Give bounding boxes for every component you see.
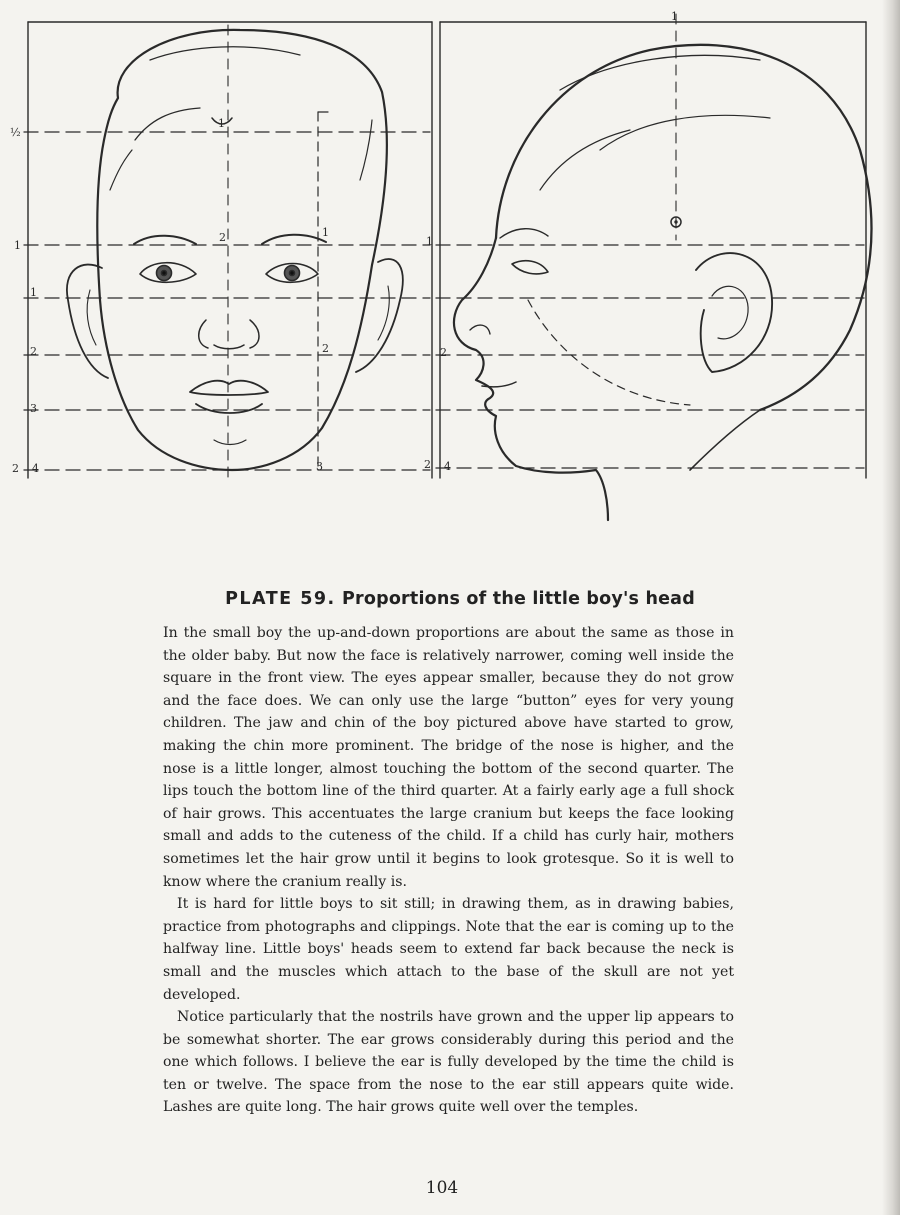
plate-title: Proportions of the little boy's head — [342, 589, 695, 609]
front-markers — [10, 117, 329, 475]
svg-text:1: 1 — [218, 117, 225, 130]
svg-text:2: 2 — [30, 345, 37, 358]
svg-text:4: 4 — [32, 462, 39, 475]
plate-number: PLATE 59. — [225, 589, 336, 609]
plate-caption — [160, 589, 760, 609]
svg-text:2: 2 — [322, 342, 329, 355]
svg-text:2: 2 — [219, 231, 226, 244]
front-nose — [199, 320, 259, 349]
svg-text:3: 3 — [30, 402, 37, 415]
profile-guide-lines — [436, 245, 864, 468]
front-guide-lines — [24, 132, 430, 470]
profile-view-panel — [424, 10, 871, 520]
paragraph: It is hard for little boys to sit still; in drawing them, as in drawing babies, practice from photographs and clippings. Note that the ear is coming up to the halfway line. Little boys' heads seem to extend far back because the neck is small and the muscles which attach to the base of the skull are not yet developed. — [163, 896, 734, 1003]
page-number: 104 — [425, 1178, 459, 1198]
svg-text:2: 2 — [424, 458, 431, 471]
svg-text:1: 1 — [426, 235, 433, 248]
paragraph: In the small boy the up-and-down proportions are about the same as those in the older baby. But now the face is relatively narrower, coming well inside the square in the front view. The eyes appear smaller, because they do not grow and the face does. We can only use the large “button” eyes for very young children. The jaw and chin of the boy pictured above have started to grow, making the chin more prominent. The bridge of the nose is higher, and the nose is a little longer, almost touching the bottom of the second quarter. The lips touch the bottom line of the third quarter. At a fairly early age a full shock of hair grows. This accentuates the large cranium but keeps the face looking small and adds to the cuteness of the child. If a child has curly hair, mothers sometimes let the hair grow until it begins to look grotesque. So it is well to know where the cranium really is. — [163, 625, 734, 890]
front-mouth — [190, 381, 268, 413]
profile-markers — [424, 10, 678, 473]
svg-text:3: 3 — [316, 460, 323, 473]
svg-text:1: 1 — [322, 226, 329, 239]
front-view-panel — [10, 22, 432, 478]
paragraph: Notice particularly that the nostrils have grown and the upper lip appears to be somewhat shorter. The ear grows considerably during this period and the one which follows. I believe the ear is fully developed by the time the child is ten or twelve. The space from the nose to the ear still appears quite wide. Lashes are quite long. The hair grows quite well over the temples. — [163, 1009, 734, 1116]
svg-text:1: 1 — [671, 10, 678, 23]
profile-eye — [512, 261, 548, 274]
svg-text:2: 2 — [12, 462, 19, 475]
svg-text:4: 4 — [444, 460, 451, 473]
profile-ear — [696, 253, 772, 372]
body-text — [163, 622, 734, 1119]
svg-text:1: 1 — [30, 286, 37, 299]
svg-text:1: 1 — [14, 239, 21, 252]
profile-face-line — [454, 238, 608, 520]
front-head-outline — [97, 30, 387, 470]
svg-text:½: ½ — [10, 126, 21, 139]
head-proportions-figure — [0, 0, 900, 540]
front-eyes — [140, 263, 318, 283]
svg-text:2: 2 — [440, 346, 447, 359]
